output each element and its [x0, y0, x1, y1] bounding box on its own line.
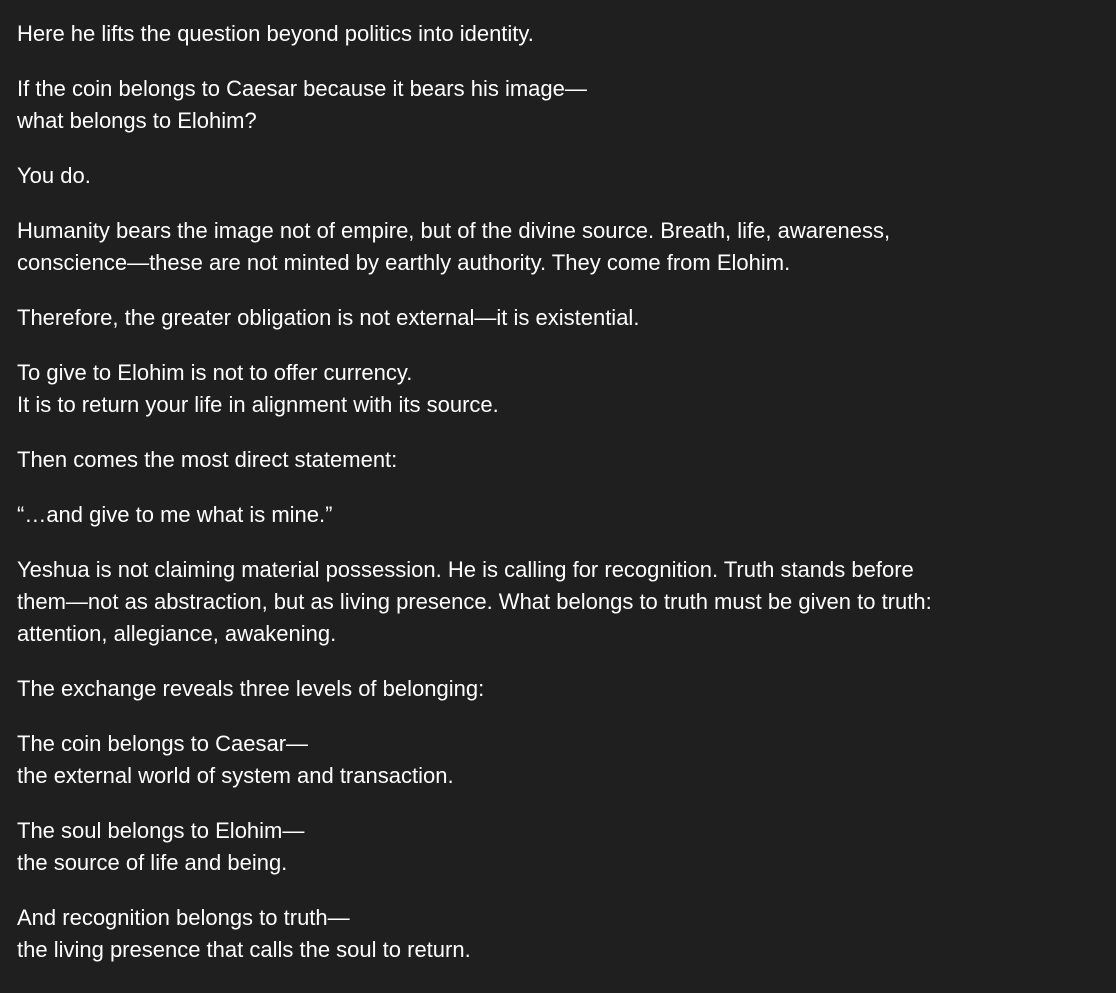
- quote-paragraph: “…and give to me what is mine.”: [17, 502, 333, 527]
- paragraph: To give to Elohim is not to offer currency. It is to return your life in alignment with its source.: [17, 360, 499, 417]
- paragraph: And recognition belongs to truth— the living presence that calls the soul to return.: [17, 905, 471, 962]
- paragraph: Humanity bears the image not of empire, but of the divine source. Breath, life, awareness, conscience—these are not minted by earthly authority. They come from Elohim.: [17, 218, 891, 275]
- paragraph: The coin belongs to Caesar— the external world of system and transaction.: [17, 731, 454, 788]
- paragraph: Yeshua is not claiming material possession. He is calling for recognition. Truth stands before them—not as abstraction, but as living presence. What belongs to truth must be given to truth: attention, allegiance, awakening.: [17, 557, 932, 646]
- paragraph: If the coin belongs to Caesar because it bears his image— what belongs to Elohim?: [17, 76, 587, 133]
- paragraph: The soul belongs to Elohim— the source of life and being.: [17, 818, 305, 875]
- paragraph: Here he lifts the question beyond politics into identity.: [17, 21, 534, 46]
- paragraph: Then comes the most direct statement:: [17, 447, 398, 472]
- paragraph: Therefore, the greater obligation is not external—it is existential.: [17, 305, 640, 330]
- document-body: [17, 18, 1107, 989]
- paragraph: The exchange reveals three levels of belonging:: [17, 676, 485, 701]
- paragraph: You do.: [17, 163, 91, 188]
